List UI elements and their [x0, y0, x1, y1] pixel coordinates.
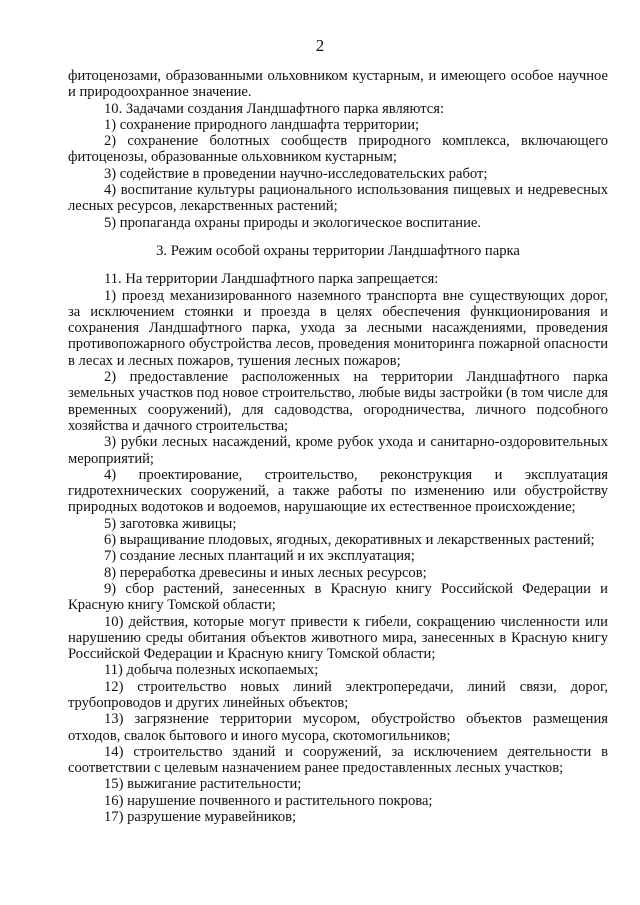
list-item: 6) выращивание плодовых, ягодных, декоративных и лекарственных растений; — [104, 532, 595, 549]
list-item: 9) сбор растений, занесенных в Красную книгу Российской Федерации и Красную книгу Томской области; — [68, 580, 608, 614]
list-item: 13) загрязнение территории мусором, обустройство объектов размещения отходов, свалок бытового и иного мусора, скотомогильников; — [68, 711, 608, 744]
spacer — [68, 231, 608, 243]
list-item: 4) проектирование, строительство, реконструкция и эксплуатация гидротехнических сооружений, а также работы по изменению или обустройству природных водотоков и водоемов, нарушающие их естественное происхождение; — [68, 466, 608, 516]
list-item: 5) заготовка живицы; — [104, 515, 237, 532]
list-item: 8) переработка древесины и иных лесных ресурсов; — [104, 564, 427, 581]
paragraph-item-10: 10. Задачами создания Ландшафтного парка являются: — [104, 100, 444, 117]
list-item: 11) добыча полезных ископаемых; — [104, 662, 319, 679]
paragraph-continuation: фитоценозами, образованными ольховником кустарным, и имеющего особое научное и природоохранное значение. — [68, 68, 608, 101]
list-item: 5) пропаганда охраны природы и экологическое воспитание. — [104, 214, 482, 231]
list-item: 3) содействие в проведении научно-исследовательских работ; — [104, 165, 488, 182]
list-item: 12) строительство новых линий электропередачи, линий связи, дорог, трубопроводов и других линейных объектов; — [68, 678, 608, 711]
list-item: 4) воспитание культуры рационального использования пищевых и недревесных лесных ресурсов, лекарственных растений; — [68, 182, 608, 215]
list-item: 10) действия, которые могут привести к гибели, сокращению численности или нарушению среды обитания объектов животного мира, занесенных в Красную книгу Российской Федерации и Красную книгу Томской области; — [68, 613, 608, 663]
list-item: 7) создание лесных плантаций и их эксплуатация; — [104, 548, 415, 565]
list-item: 2) сохранение болотных сообществ природного комплекса, включающего фитоценозы, образованные ольховником кустарным; — [68, 133, 608, 166]
list-item: 16) нарушение почвенного и растительного покрова; — [104, 792, 433, 809]
list-item: 3) рубки лесных насаждений, кроме рубок ухода и санитарно-оздоровительных мероприятий; — [68, 434, 608, 467]
page-number: 2 — [315, 36, 325, 55]
document-body — [68, 68, 608, 825]
section-title: 3. Режим особой охраны территории Ландшафтного парка — [156, 242, 520, 259]
list-item: 14) строительство зданий и сооружений, за исключением деятельности в соответствии с целевым назначением ранее предоставленных лесных участков; — [68, 743, 608, 777]
list-item: 1) проезд механизированного наземного транспорта вне существующих дорог, за исключением стоянки и проезда в целях обеспечения функционирования и сохранения Ландшафтного парка, ухода за лесными насаждениями, проведения противопожарного обустройства лесов, проведения мониторинга пожарной опасности в лесах и лесных пожаров, тушения лесных пожаров; — [68, 287, 608, 369]
paragraph-item-11: 11. На территории Ландшафтного парка запрещается: — [104, 271, 439, 288]
list-item: 1) сохранение природного ландшафта территории; — [104, 116, 420, 133]
spacer — [68, 259, 608, 271]
list-item: 17) разрушение муравейников; — [104, 809, 297, 826]
list-item: 15) выжигание растительности; — [104, 776, 302, 793]
list-item: 2) предоставление расположенных на территории Ландшафтного парка земельных участков под новое строительство, любые виды застройки (в том числе для временных сооружений), для садоводства, огородничества, личного подсобного хозяйства и дачного строительства; — [68, 369, 608, 434]
